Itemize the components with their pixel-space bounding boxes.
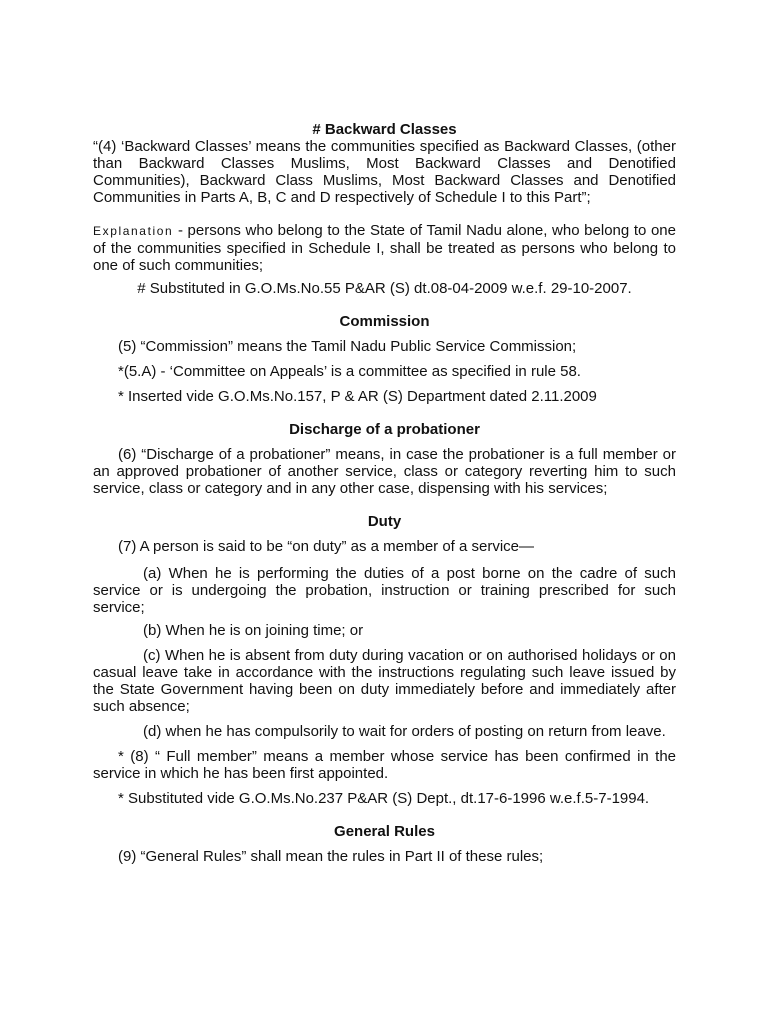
clause-c: (c) When he is absent from duty during vacation or on authorised holidays or on casual leave take in accordance with the instructions regulating such leave issued by the State Government having been on duty immediately before and immediately after such absence; [93,647,676,715]
para-5-commission: (5) “Commission” means the Tamil Nadu Public Service Commission; [118,338,577,355]
note-substituted-goms-237: * Substituted vide G.O.Ms.No.237 P&AR (S) Dept., dt.17-6-1996 w.e.f.5-7-1994. [118,790,650,807]
heading-backward-classes: # Backward Classes [312,121,457,138]
explanation-text: - persons who belong to the State of Tamil Nadu alone, who belong to one of the communities specified in Schedule I, shall be treated as persons who belong to one of such communities; [93,222,676,274]
para-8-full-member: * (8) “ Full member” means a member whose service has been confirmed in the service in which he has been first appointed. [93,748,676,782]
document-content [93,121,676,865]
clause-a: (a) When he is performing the duties of a post borne on the cadre of such service or is undergoing the probation, instruction or training prescribed for such service; [93,565,676,616]
heading-general-rules: General Rules [334,823,435,840]
clause-d: (d) when he has compulsorily to wait for orders of posting on return from leave. [143,723,666,740]
para-5a-committee-on-appeals: *(5.A) - ‘Committee on Appeals’ is a committee as specified in rule 58. [118,363,581,380]
heading-duty: Duty [367,513,402,530]
para-9-general-rules: (9) “General Rules” shall mean the rules in Part II of these rules; [118,848,544,865]
heading-commission: Commission [339,313,430,330]
note-substituted-goms-55: # Substituted in G.O.Ms.No.55 P&AR (S) dt.08-04-2009 w.e.f. 29-10-2007. [137,280,632,297]
para-6-discharge: (6) “Discharge of a probationer” means, in case the probationer is a full member or an approved probationer of another service, class or category reverting him to such service, class or category and in any other case, dispensing with his services; [93,446,676,497]
para-7-on-duty: (7) A person is said to be “on duty” as a member of a service— [118,538,535,555]
clause-b: (b) When he is on joining time; or [143,622,364,639]
explanation-label: Explanation [93,224,174,238]
note-inserted-goms-157: * Inserted vide G.O.Ms.No.157, P & AR (S) Department dated 2.11.2009 [118,388,597,405]
para-4-backward-classes: “(4) ‘Backward Classes’ means the communities specified as Backward Classes, (other than Backward Classes Muslims, Most Backward Classes and Denotified Communities), Backward Class Muslims, Most Backward Classes and Denotified Communities in Parts A, B, C and D respectively of Schedule I to this Part”; [93,138,676,206]
explanation-paragraph [93,222,676,274]
heading-discharge-of-probationer: Discharge of a probationer [289,421,480,438]
